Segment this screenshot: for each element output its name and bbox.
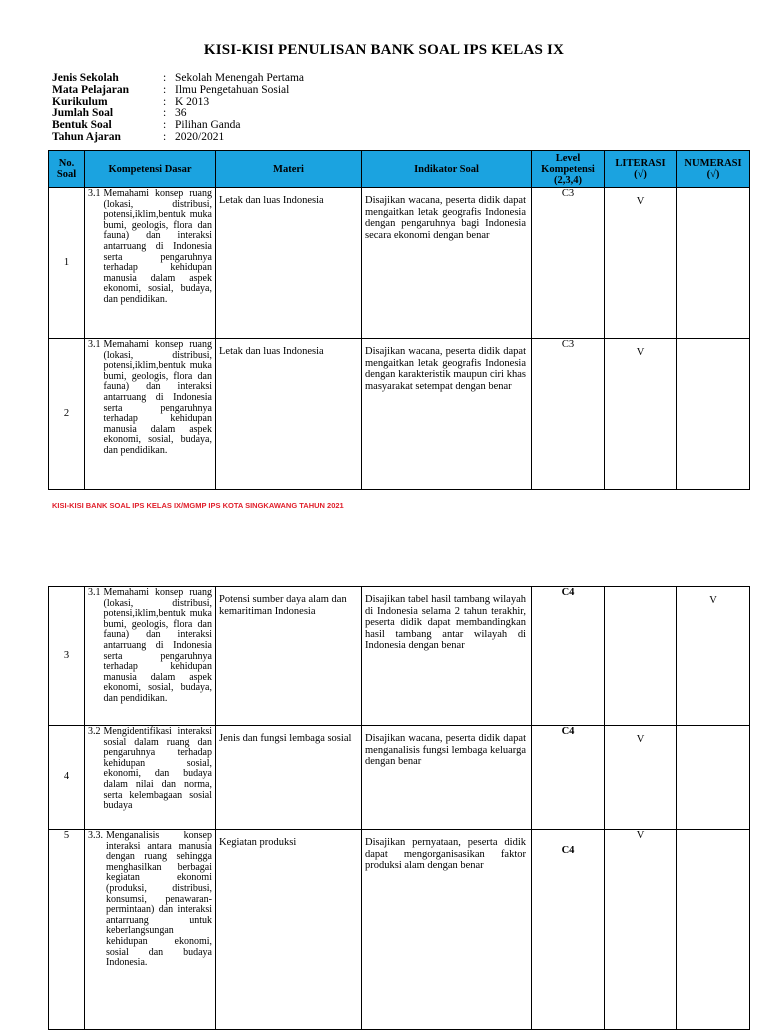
table-row	[49, 726, 750, 830]
meta-label: Jenis Sekolah	[52, 72, 119, 84]
materi-cell: Jenis dan fungsi lembaga sosial	[216, 726, 362, 830]
document-title: KISI-KISI PENULISAN BANK SOAL IPS KELAS IX	[203, 42, 565, 58]
indikator-cell: Disajikan pernyataan, peserta didik dapat mengorganisasikan faktor produksi alam dengan benar	[362, 830, 532, 1030]
materi-cell: Kegiatan produksi	[216, 830, 362, 1030]
literasi-check	[605, 587, 677, 726]
kompetensi-dasar-cell	[85, 726, 216, 830]
meta-row-subject	[52, 85, 304, 97]
numerasi-check	[677, 830, 750, 1030]
kd-text: Mengidentifikasi interaksi sosial dalam ruang dan pengaruhnya terhadap kehidupan sosial, ekonomi, dan budaya dalam nilai dan norma, serta kelembagaan sosial budaya	[103, 726, 212, 812]
kompetensi-dasar-cell	[85, 188, 216, 339]
meta-value: K 2013	[175, 95, 210, 108]
literasi-check: V	[605, 726, 677, 830]
document-metadata	[52, 73, 304, 144]
indikator-cell: Disajikan wacana, peserta didik dapat mengaitkan letak geografis Indonesia dengan pengaruhnya bagi Indonesia secara ekonomi dengan benar	[362, 188, 532, 339]
meta-label: Kurikulum	[52, 95, 108, 108]
table-row	[49, 587, 750, 726]
header-literasi: LITERASI (√)	[605, 151, 677, 188]
kompetensi-dasar-cell	[85, 339, 216, 490]
header-indikator: Indikator Soal	[362, 151, 532, 188]
table-row	[49, 188, 750, 339]
kompetensi-dasar-cell	[85, 830, 216, 1030]
kd-number: 3.1	[88, 339, 101, 350]
kd-text: Menganalisis konsep interaksi antara manusia dengan ruang sehingga menghasilkan berbagai kegiatan ekonomi (produksi, distribusi, konsumsi, penawaran-permintaan) dan interaksi antarruang untuk keberlangsungan kehidupan ekonomi, sosial dan budaya Indonesia.	[106, 830, 212, 969]
meta-value: Sekolah Menengah Pertama	[175, 72, 305, 84]
level-cell: C4	[532, 830, 605, 1030]
meta-label: Jumlah Soal	[52, 107, 114, 120]
literasi-check: V	[605, 830, 677, 1030]
meta-colon: :	[163, 119, 167, 132]
indikator-cell: Disajikan wacana, peserta didik dapat mengaitkan letak geografis Indonesia dengan karakteristik maupun ciri khas masyarakat setempat dengan benar	[362, 339, 532, 490]
header-materi: Materi	[216, 151, 362, 188]
level-cell: C3	[532, 339, 605, 490]
header-numerasi: NUMERASI (√)	[677, 151, 750, 188]
meta-value: Pilihan Ganda	[175, 119, 241, 132]
level-cell: C4	[532, 587, 605, 726]
meta-colon: :	[163, 83, 167, 96]
kd-text: Memahami konsep ruang (lokasi, distribusi, potensi,iklim,bentuk muka bumi, geologis, flora dan fauna) dan interaksi antarruang di Indonesia serta pengaruhnya terhadap kehidupan manusia dalam aspek ekonomi, sosial, budaya, dan pendidikan.	[103, 587, 212, 704]
header-level: Level Kompetensi (2,3,4)	[532, 151, 605, 188]
kd-text: Memahami konsep ruang (lokasi, distribusi, potensi,iklim,bentuk muka bumi, geologis, flora dan fauna) dan interaksi antarruang di Indonesia serta pengaruhnya terhadap kehidupan manusia dalam aspek ekonomi, sosial, budaya, dan pendidikan.	[103, 188, 212, 305]
kd-number: 3.1	[88, 188, 101, 199]
header-kompetensi-dasar: Kompetensi Dasar	[85, 151, 216, 188]
table-row	[49, 830, 750, 1030]
meta-row-school-year	[52, 132, 304, 144]
kd-text: Memahami konsep ruang (lokasi, distribusi, potensi,iklim,bentuk muka bumi, geologis, flora dan fauna) dan interaksi antarruang di Indonesia serta pengaruhnya terhadap kehidupan manusia dalam aspek ekonomi, sosial, budaya, dan pendidikan.	[103, 339, 212, 456]
indikator-cell: Disajikan wacana, peserta didik dapat menganalisis fungsi lembaga keluarga dengan benar	[362, 726, 532, 830]
literasi-check: V	[605, 339, 677, 490]
kompetensi-dasar-cell	[85, 587, 216, 726]
meta-value: Ilmu Pengetahuan Sosial	[175, 83, 290, 96]
numerasi-check	[677, 339, 750, 490]
literasi-check: V	[605, 188, 677, 339]
meta-colon: :	[163, 72, 167, 84]
numerasi-check	[677, 188, 750, 339]
question-number: 2	[49, 339, 85, 490]
question-number: 4	[49, 726, 85, 830]
kd-number: 3.1	[88, 587, 101, 598]
kd-number: 3.3.	[88, 830, 103, 841]
numerasi-check: V	[677, 587, 750, 726]
meta-colon: :	[163, 95, 167, 108]
question-grid-table-continued	[48, 586, 750, 1030]
header-no: No. Soal	[49, 151, 85, 188]
numerasi-check	[677, 726, 750, 830]
meta-value: 36	[175, 107, 187, 120]
question-number: 3	[49, 587, 85, 726]
materi-cell: Potensi sumber daya alam dan kemaritiman Indonesia	[216, 587, 362, 726]
materi-cell: Letak dan luas Indonesia	[216, 188, 362, 339]
meta-label: Bentuk Soal	[52, 119, 112, 132]
kd-number: 3.2	[88, 726, 101, 737]
materi-cell: Letak dan luas Indonesia	[216, 339, 362, 490]
table-row	[49, 339, 750, 490]
meta-colon: :	[163, 130, 167, 143]
table-header-row	[49, 151, 750, 188]
level-cell: C4	[532, 726, 605, 830]
meta-value: 2020/2021	[175, 130, 225, 143]
meta-label: Tahun Ajaran	[52, 130, 121, 143]
meta-label: Mata Pelajaran	[52, 83, 129, 96]
indikator-cell: Disajikan tabel hasil tambang wilayah di Indonesia selama 2 tahun terakhir, peserta didik dapat membandingkan hasil tambang antar wilayah di Indonesia dengan benar	[362, 587, 532, 726]
meta-colon: :	[163, 107, 167, 120]
question-number: 5	[49, 830, 85, 1030]
level-cell: C3	[532, 188, 605, 339]
question-grid-table	[48, 150, 750, 490]
question-number: 1	[49, 188, 85, 339]
page-footer: KISI-KISI BANK SOAL IPS KELAS IX/MGMP IPS KOTA SINGKAWANG TAHUN 2021	[52, 501, 344, 510]
